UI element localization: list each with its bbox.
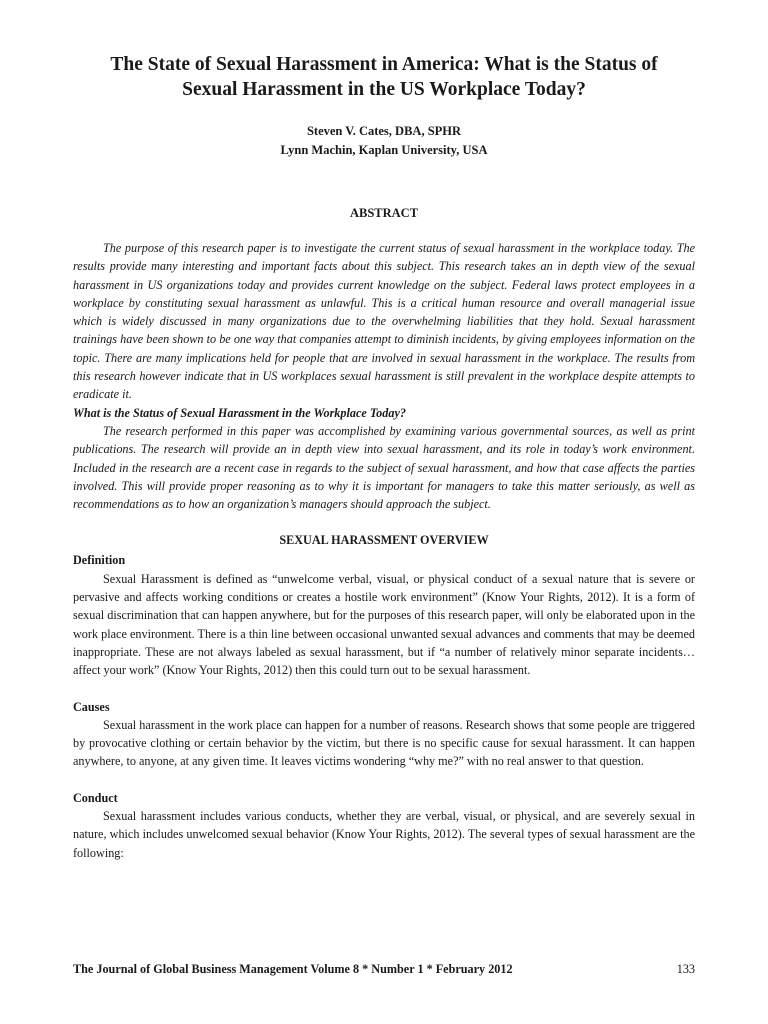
title-line-2: Sexual Harassment in the US Workplace Today? xyxy=(182,79,586,100)
footer-journal: The Journal of Global Business Management Volume 8 * Number 1 * February 2012 xyxy=(73,962,513,976)
definition-paragraph: Sexual Harassment is defined as “unwelcome verbal, visual, or physical conduct of a sexual nature that is severe or pervasive and affects working conditions or creates a hostile work environment” (Know Your Rights, 2012). It is a form of sexual discrimination that can happen anywhere, but for the purposes of this research paper, will only be elaborated upon in the work place environment. There is a thin line between occasional unwanted sexual advances and comments that may be deemed inappropriate. These are not always labeled as sexual harassment, but if “a number of relatively minor separate incidents…affect your work” (Know Your Rights, 2012) then this could turn out to be sexual harassment. xyxy=(73,571,695,678)
page-number: 133 xyxy=(676,962,695,976)
author-block xyxy=(73,122,695,160)
abstract-heading: ABSTRACT xyxy=(349,206,419,220)
overview-heading: SEXUAL HARASSMENT OVERVIEW xyxy=(279,533,489,548)
spacer xyxy=(73,680,695,698)
author-2: Lynn Machin, Kaplan University, USA xyxy=(280,143,488,157)
conduct-paragraph: Sexual harassment includes various conducts, whether they are verbal, visual, or physical, and are severely sexual in nature, which includes unwelcomed sexual behavior (Know Your Rights, 2012). The several types of sexual harassment are the following: xyxy=(73,809,695,860)
title-line-1: The State of Sexual Harassment in America: What is the Status of xyxy=(110,54,658,75)
paper-title xyxy=(73,52,695,102)
conduct-heading: Conduct xyxy=(73,790,118,805)
abstract-paragraph-2: The research performed in this paper was accomplished by examining various governmental sources, as well as print publications. The research will provide an in depth view into sexual harassment, and its role in today’s work environment. Included in the research are a recent case in regards to the subject of sexual harassment, and how that case affects the parties involved. This will provide proper reasoning as to why it is important for managers to take this matter seriously, as well as recommendations as to how an organization’s managers should approach the subject. xyxy=(73,423,695,512)
author-1: Steven V. Cates, DBA, SPHR xyxy=(306,124,462,138)
spacer xyxy=(73,771,695,789)
causes-paragraph: Sexual harassment in the work place can happen for a number of reasons. Research shows that some people are triggered by provocative clothing or certain behavior by the victim, but there is no specific cause for sexual harassment. It can happen anywhere, to anyone, at any given time. It leaves victims wondering “why me?” with no real answer to that question. xyxy=(73,717,695,769)
page-footer xyxy=(73,962,695,977)
definition-heading: Definition xyxy=(73,553,126,568)
causes-heading: Causes xyxy=(73,699,110,714)
question-heading: What is the Status of Sexual Harassment in the Workplace Today? xyxy=(73,405,406,420)
abstract-paragraph-1: The purpose of this research paper is to investigate the current status of sexual harassment in the workplace today. The results provide many interesting and important facts about this subject. This research takes an in depth view of the sexual harassment in US organizations today and provides current knowledge on the subject. Federal laws protect employees in a workplace by constituting sexual harassment as unlawful. This is a critical human resource and overall managerial issue which is widely discussed in many organizations due to the overwhelming liabilities that they hold. Sexual harassment trainings have been shown to be one way that companies attempt to diminish incidents, by giving employees information on the topic. There are many implications held for people that are involved in sexual harassment in the workplace. The results from this research however indicate that in US workplaces sexual harassment is still prevalent in the workplace despite attempts to eradicate it. xyxy=(73,241,695,402)
